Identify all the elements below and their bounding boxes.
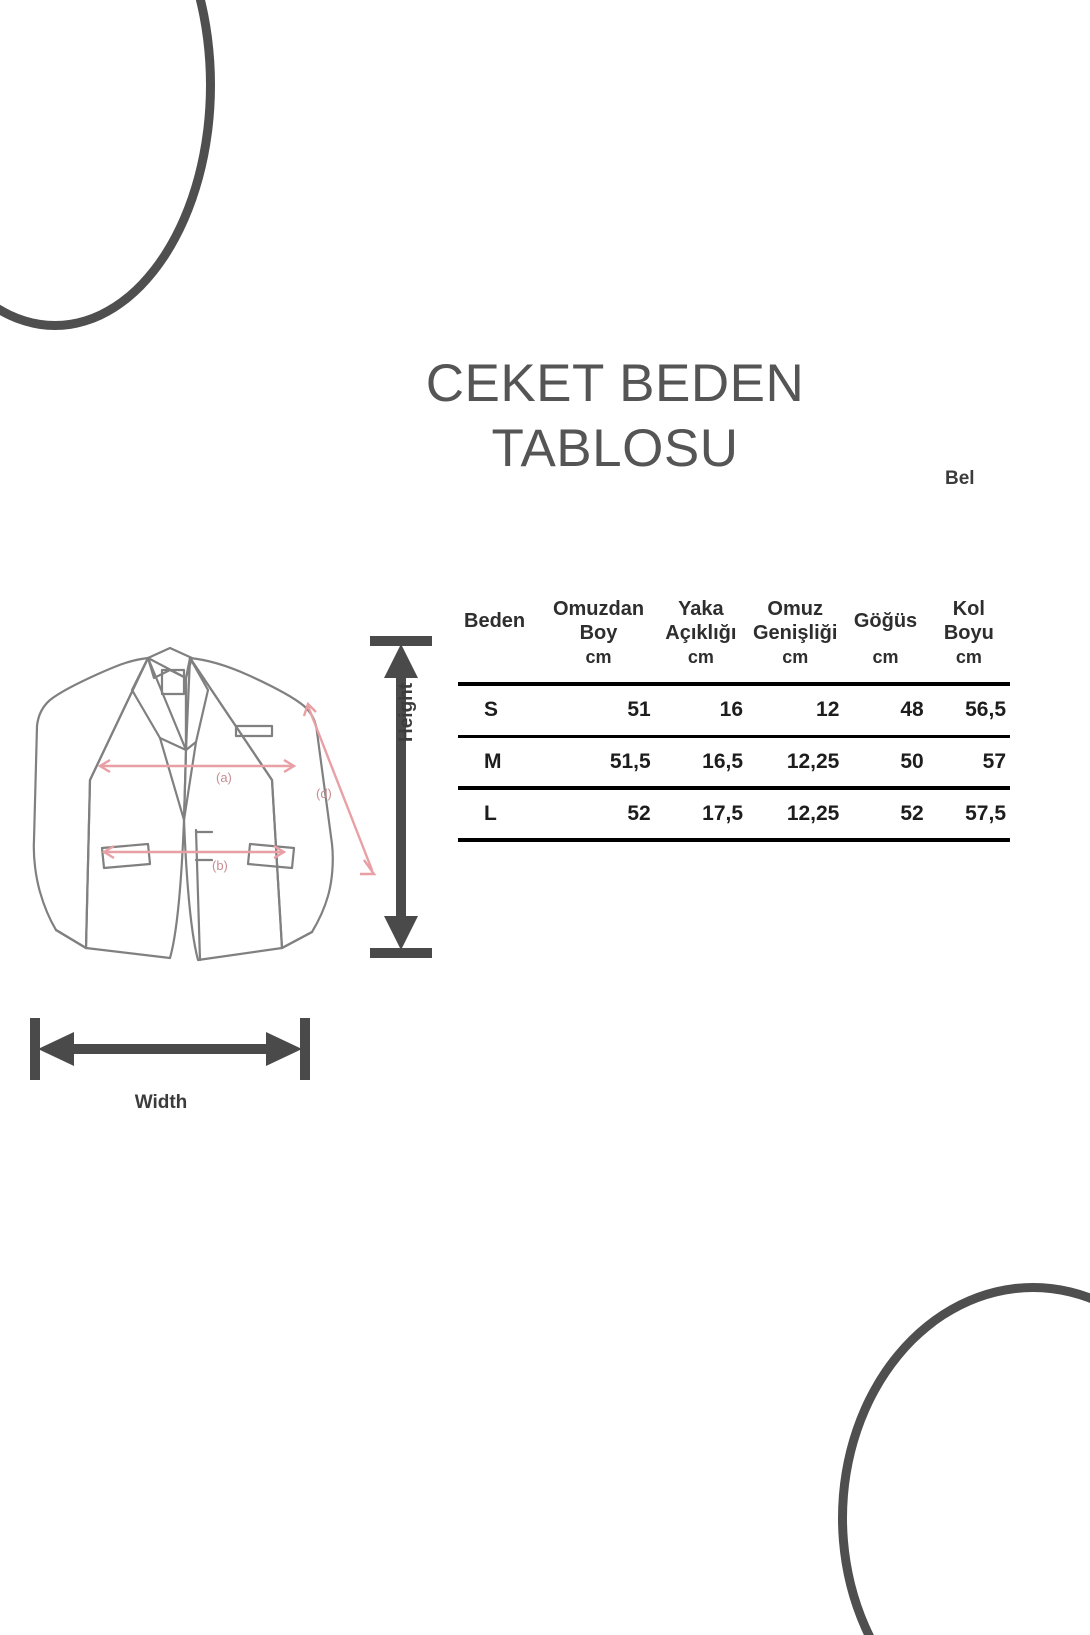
column-header-yaka-acikligi: Yaka Açıklığı (665, 598, 737, 644)
waist-label: Bel (945, 468, 975, 489)
height-label: Height (396, 682, 417, 742)
unit-kol-boyu: cm (955, 647, 982, 668)
column-header-beden: Beden (464, 609, 526, 632)
cell-yaka-acikligi: 17,5 (655, 788, 747, 840)
cell-kol-boyu: 57 (928, 736, 1010, 788)
table-body (458, 684, 1010, 840)
unit-yaka-acikligi: cm (687, 647, 714, 668)
table-row (458, 788, 1010, 840)
width-arrow-icon (30, 1018, 310, 1080)
unit-gogus: cm (872, 647, 899, 668)
cell-gogus: 52 (843, 788, 927, 840)
unit-omuzdan-boy: cm (585, 647, 612, 668)
size-table (458, 598, 1010, 842)
cell-gogus: 48 (843, 684, 927, 736)
marker-a-label: (a) (216, 770, 232, 785)
cell-kol-boyu: 56,5 (928, 684, 1010, 736)
table-row (458, 736, 1010, 788)
table-header (458, 598, 1010, 684)
cell-omuz-genisligi: 12,25 (747, 788, 843, 840)
column-header-gogus: Göğüs (853, 609, 918, 632)
cell-size: S (458, 684, 542, 736)
page-title: CEKET BEDEN TABLOSU (425, 354, 805, 478)
cell-kol-boyu: 57,5 (928, 788, 1010, 840)
table-header-row (458, 598, 1010, 647)
cell-omuz-genisligi: 12 (747, 684, 843, 736)
cell-omuzdan-boy: 51,5 (542, 736, 654, 788)
decorative-circle-top-left (0, 0, 215, 330)
column-header-omuz-genisligi: Omuz Genişliği (752, 598, 838, 644)
marker-d-label: (d) (316, 786, 332, 801)
unit-omuz-genisligi: cm (782, 647, 809, 668)
cell-yaka-acikligi: 16 (655, 684, 747, 736)
width-label: Width (134, 1092, 188, 1113)
table-row (458, 684, 1010, 736)
column-header-kol-boyu: Kol Boyu (943, 598, 994, 644)
decorative-circle-bottom-right (838, 1283, 1090, 1635)
cell-gogus: 50 (843, 736, 927, 788)
column-header-omuzdan-boy: Omuzdan Boy (552, 598, 645, 644)
cell-yaka-acikligi: 16,5 (655, 736, 747, 788)
cell-size: L (458, 788, 542, 840)
cell-omuzdan-boy: 52 (542, 788, 654, 840)
cell-omuzdan-boy: 51 (542, 684, 654, 736)
cell-omuz-genisligi: 12,25 (747, 736, 843, 788)
marker-b-label: (b) (212, 858, 228, 873)
table-unit-row (458, 647, 1010, 684)
cell-size: M (458, 736, 542, 788)
jacket-illustration (20, 630, 400, 990)
unit-beden (458, 647, 542, 684)
